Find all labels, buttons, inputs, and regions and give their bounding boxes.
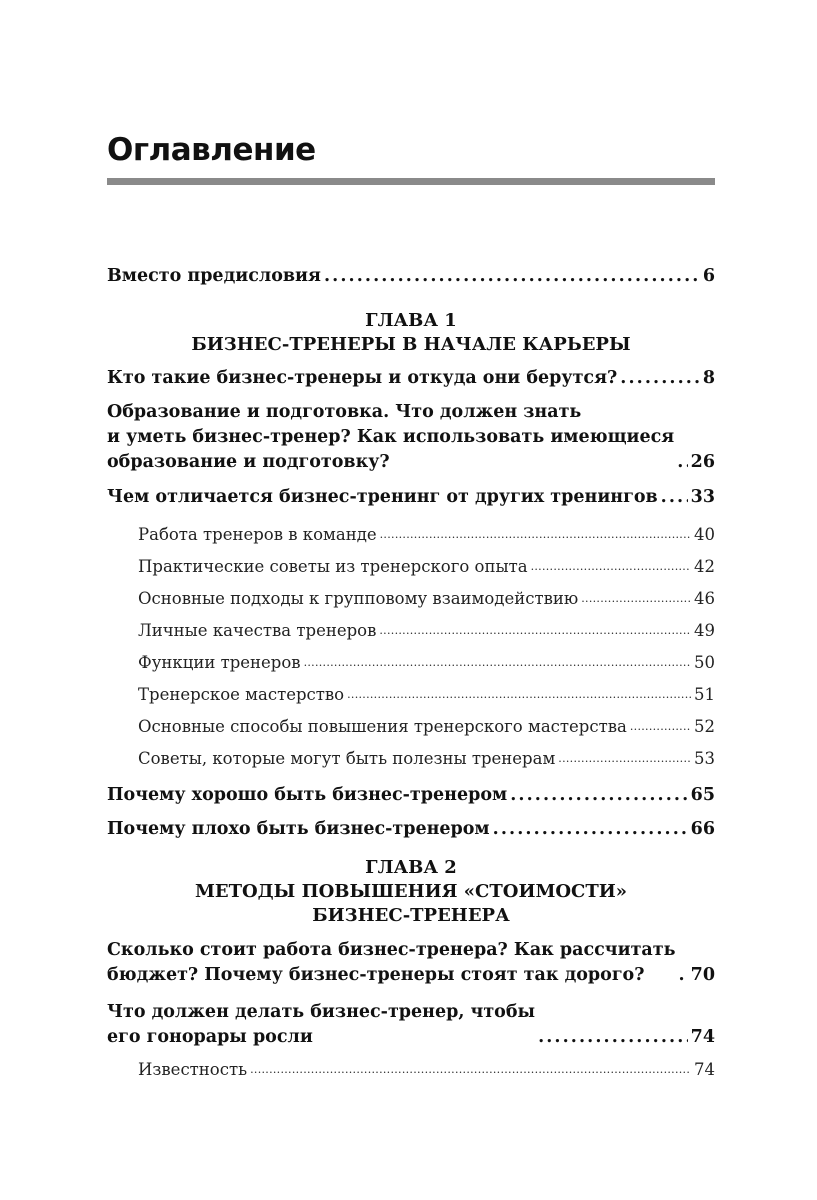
toc-subentry[interactable]: [107, 579, 715, 611]
leader-dots: [493, 817, 688, 842]
toc-subentry[interactable]: [107, 547, 715, 579]
toc-page-number: 46: [694, 589, 715, 608]
toc-entry[interactable]: [107, 938, 715, 988]
toc-entry-text: Почему плохо быть бизнес-тренером: [107, 819, 490, 839]
toc-page-number: 40: [694, 525, 715, 544]
toc-entry-text: Кто такие бизнес-тренеры и откуда они берутся?: [107, 368, 618, 388]
toc-page-number: 26: [690, 452, 715, 472]
toc-subentry[interactable]: [107, 643, 715, 675]
toc-entry[interactable]: [107, 366, 715, 391]
page-title: Оглавление: [107, 132, 316, 168]
toc-page-number: 70: [690, 965, 715, 985]
chapter-label: ГЛАВА 2: [365, 857, 457, 878]
toc-entry-text: Почему хорошо быть бизнес-тренером: [107, 785, 508, 805]
toc-entry-text: Что должен делать бизнес-тренер, чтобы его гонорары росли: [107, 1002, 536, 1047]
toc-subentry[interactable]: [107, 707, 715, 739]
toc-page-number: 51: [694, 685, 715, 704]
toc-subentry[interactable]: [107, 515, 715, 547]
toc-page-number: 49: [694, 621, 715, 640]
toc-entry[interactable]: [107, 1000, 715, 1050]
toc-page-number: 66: [690, 819, 715, 839]
toc-entry-text: Образование и подготовка. Что должен знать и уметь бизнес-тренер? Как использовать имеющиеся образование и подготовку?: [107, 402, 675, 472]
toc-entry[interactable]: [107, 817, 715, 842]
toc-entry-text: Практические советы из тренерского опыта: [138, 557, 528, 576]
chapter-title: МЕТОДЫ ПОВЫШЕНИЯ «СТОИМОСТИ»: [194, 881, 628, 902]
leader-dots: [304, 648, 691, 675]
leader-dots: [324, 264, 700, 289]
toc-entry-preface[interactable]: [107, 264, 715, 289]
toc-entry-text: Основные подходы к групповому взаимодействию: [138, 589, 579, 608]
toc-page-number: 33: [690, 487, 715, 507]
leader-dots: [379, 616, 691, 643]
toc-subentries: [107, 515, 715, 771]
toc-page-number: 65: [690, 785, 715, 805]
leader-dots: [581, 584, 691, 611]
chapter-title: БИЗНЕС-ТРЕНЕРА: [312, 905, 510, 926]
leader-dots: [558, 744, 691, 771]
toc-subentry[interactable]: [107, 1050, 715, 1082]
toc-entry[interactable]: [107, 485, 715, 510]
toc-entry-text: Тренерское мастерство: [138, 685, 345, 704]
leader-dots: [661, 485, 688, 510]
leader-dots: [380, 520, 691, 547]
toc-entry-text: Личные качества тренеров: [138, 621, 377, 640]
toc-page-number: 52: [694, 717, 715, 736]
leader-dots: [630, 712, 691, 739]
toc-entry-text: Основные способы повышения тренерского мастерства: [138, 717, 627, 736]
toc-page-number: 53: [694, 749, 715, 768]
toc-entry-text: Известность: [138, 1060, 248, 1079]
toc-entry-text: Советы, которые могут быть полезны тренерам: [138, 749, 556, 768]
table-of-contents: [107, 264, 715, 1082]
toc-page-number: 8: [702, 368, 715, 388]
toc-entry-text: Чем отличается бизнес-тренинг от других тренингов: [107, 487, 658, 507]
leader-dots: [678, 963, 687, 988]
chapter-1-heading: [107, 309, 715, 357]
leader-dots: [538, 1025, 688, 1050]
title-rule: [107, 178, 715, 185]
leader-dots: [677, 450, 687, 475]
toc-entry-text: Вместо предисловия: [107, 266, 321, 286]
toc-page-number: 50: [694, 653, 715, 672]
leader-dots: [250, 1055, 691, 1082]
toc-entry[interactable]: [107, 783, 715, 808]
leader-dots: [510, 783, 687, 808]
toc-entry-text: Функции тренеров: [138, 653, 301, 672]
chapter-2-heading: [107, 856, 715, 928]
toc-page-number: 74: [694, 1060, 715, 1079]
toc-subentry[interactable]: [107, 739, 715, 771]
leader-dots: [531, 552, 691, 579]
toc-entry-text: Работа тренеров в команде: [138, 525, 377, 544]
chapter-label: ГЛАВА 1: [365, 310, 457, 331]
toc-page-number: 74: [690, 1027, 715, 1047]
leader-dots: [620, 366, 700, 391]
toc-subentry[interactable]: [107, 675, 715, 707]
toc-subentry[interactable]: [107, 611, 715, 643]
toc-page-number: 42: [694, 557, 715, 576]
toc-page-number: 6: [702, 266, 715, 286]
toc-entry-text: Сколько стоит работа бизнес-тренера? Как рассчитать бюджет? Почему бизнес-тренеры стоят так дорого?: [107, 940, 676, 985]
leader-dots: [347, 680, 691, 707]
toc-entry[interactable]: [107, 400, 715, 475]
chapter-title: БИЗНЕС-ТРЕНЕРЫ В НАЧАЛЕ КАРЬЕРЫ: [191, 334, 631, 355]
